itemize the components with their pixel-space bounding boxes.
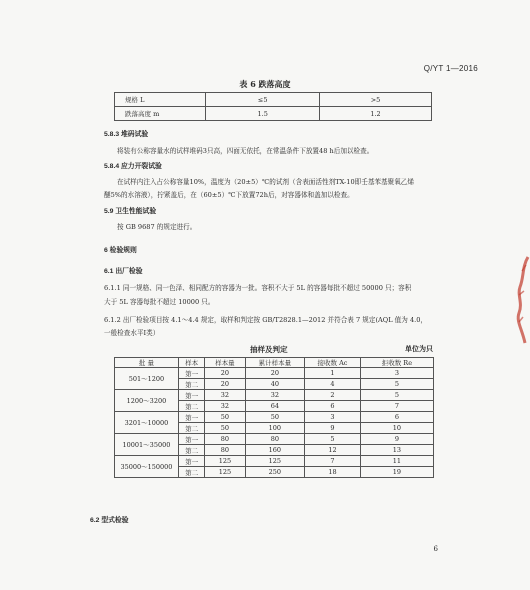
column-header: 接收数 Ac <box>305 358 361 368</box>
table-cell: 7 <box>305 456 361 467</box>
column-header: 批 量 <box>115 358 179 368</box>
table-cell: 40 <box>245 379 305 390</box>
section-body-6-1-2-line2: 一般检查水平Ⅰ类） <box>104 329 160 337</box>
table-cell: ≤5 <box>206 93 320 107</box>
table-cell: 第二 <box>178 445 204 456</box>
table6-title: 表 6 跌落高度 <box>239 79 291 89</box>
table-row <box>115 107 432 121</box>
table-cell: 跌落高度 m <box>115 107 206 121</box>
red-stamp-edge-icon <box>514 255 530 345</box>
table-cell: 第一 <box>178 456 204 467</box>
table-cell: 32 <box>205 390 245 401</box>
table-cell: 250 <box>245 467 305 478</box>
table-cell: 1.5 <box>206 107 320 121</box>
table-cell: >5 <box>320 93 432 107</box>
table-cell: 125 <box>205 467 245 478</box>
table-cell: 6 <box>360 412 433 423</box>
table-row <box>115 456 434 467</box>
table-cell: 3 <box>360 368 433 379</box>
section-body-6-1-2-line1: 6.1.2 出厂检验项目按 4.1～4.4 规定，取样和判定按 GB/T2828.1—2012 并符合表 7 规定(AQL 值为 4.0， <box>104 316 428 324</box>
section-body-5-8-4-line2: 醚5%的水溶液），拧紧盖后，在（60±5）℃下放置72h后，对容器体和盖加以检查。 <box>104 191 354 199</box>
table-cell: 19 <box>360 467 433 478</box>
lot-size-cell: 1200～3200 <box>115 390 179 412</box>
table-cell: 125 <box>245 456 305 467</box>
table-cell: 4 <box>305 379 361 390</box>
table-cell: 第二 <box>178 401 204 412</box>
lot-size-cell: 10001～35000 <box>115 434 179 456</box>
lot-size-cell: 35000～150000 <box>115 456 179 478</box>
section-body-5-9: 按 GB 9687 的规定进行。 <box>117 223 197 231</box>
table-cell: 2 <box>305 390 361 401</box>
table-row <box>115 412 434 423</box>
table-cell: 5 <box>360 379 433 390</box>
table-cell: 80 <box>205 434 245 445</box>
table-cell: 第一 <box>178 368 204 379</box>
table-cell: 第二 <box>178 379 204 390</box>
lot-size-cell: 501～1200 <box>115 368 179 390</box>
column-header: 样本量 <box>205 358 245 368</box>
section-body-5-8-4-line1: 在试样内注入占公称容量10%，温度为（20±5）℃的试剂（含表面活性剂TX-10即壬基苯基聚氧乙烯 <box>117 178 414 186</box>
table-cell: 11 <box>360 456 433 467</box>
table-cell: 50 <box>205 412 245 423</box>
section-heading-6-1: 6.1 出厂检验 <box>104 268 143 275</box>
table-cell: 第一 <box>178 390 204 401</box>
table-cell: 12 <box>305 445 361 456</box>
table-cell: 第一 <box>178 412 204 423</box>
table-cell: 100 <box>245 423 305 434</box>
table-header-row <box>115 358 434 368</box>
table-cell: 18 <box>305 467 361 478</box>
table-cell: 1 <box>305 368 361 379</box>
table-row <box>115 390 434 401</box>
section-body-5-8-3: 将装有公称容量水的试样堆码3只高，四面无依托，在常温条件下放置48 h后加以检查。 <box>117 147 374 155</box>
table-cell: 9 <box>305 423 361 434</box>
table-cell: 20 <box>245 368 305 379</box>
table-cell: 10 <box>360 423 433 434</box>
section-body-6-1-1-line1: 6.1.1 同一规格、同一色泽、相同配方的容器为一批。容积不大于 5L 的容器每批不超过 50000 只；容积 <box>104 284 412 292</box>
table-row <box>115 368 434 379</box>
column-header: 拒收数 Re <box>360 358 433 368</box>
table-cell: 80 <box>245 434 305 445</box>
column-header: 样本 <box>178 358 204 368</box>
page-number: 6 <box>433 545 438 553</box>
table-cell: 第二 <box>178 467 204 478</box>
table-cell: 80 <box>205 445 245 456</box>
table-row <box>115 434 434 445</box>
table7-unit: 单位为只 <box>405 344 433 353</box>
table-cell: 第一 <box>178 434 204 445</box>
table-cell: 50 <box>245 412 305 423</box>
standard-code: Q/YT 1—2016 <box>423 64 478 73</box>
section-heading-6-2: 6.2 型式检验 <box>90 517 129 524</box>
table-row <box>115 93 432 107</box>
table-cell: 50 <box>205 423 245 434</box>
table-cell: 20 <box>205 368 245 379</box>
table-cell: 5 <box>305 434 361 445</box>
table7-title: 抽样及判定 <box>250 345 288 354</box>
table-cell: 7 <box>360 401 433 412</box>
table6 <box>114 92 432 121</box>
table-cell: 6 <box>305 401 361 412</box>
section-heading-5-8-3: 5.8.3 堆码试验 <box>104 131 149 138</box>
section-heading-6: 6 检验规则 <box>104 247 137 254</box>
section-heading-5-8-4: 5.8.4 应力开裂试验 <box>104 163 162 170</box>
table-cell: 第二 <box>178 423 204 434</box>
section-heading-5-9: 5.9 卫生性能试验 <box>104 208 157 215</box>
table-cell: 125 <box>205 456 245 467</box>
table-cell: 3 <box>305 412 361 423</box>
table-cell: 13 <box>360 445 433 456</box>
table-cell: 32 <box>245 390 305 401</box>
lot-size-cell: 3201～10000 <box>115 412 179 434</box>
table-cell: 64 <box>245 401 305 412</box>
table-cell: 规格 L <box>115 93 206 107</box>
table-cell: 160 <box>245 445 305 456</box>
table-cell: 9 <box>360 434 433 445</box>
table-cell: 32 <box>205 401 245 412</box>
table-cell: 5 <box>360 390 433 401</box>
section-body-6-1-1-line2: 大于 5L 容器每批不超过 10000 只。 <box>104 298 215 306</box>
table-cell: 20 <box>205 379 245 390</box>
column-header: 累计样本量 <box>245 358 305 368</box>
table7 <box>114 357 434 478</box>
table-cell: 1.2 <box>320 107 432 121</box>
